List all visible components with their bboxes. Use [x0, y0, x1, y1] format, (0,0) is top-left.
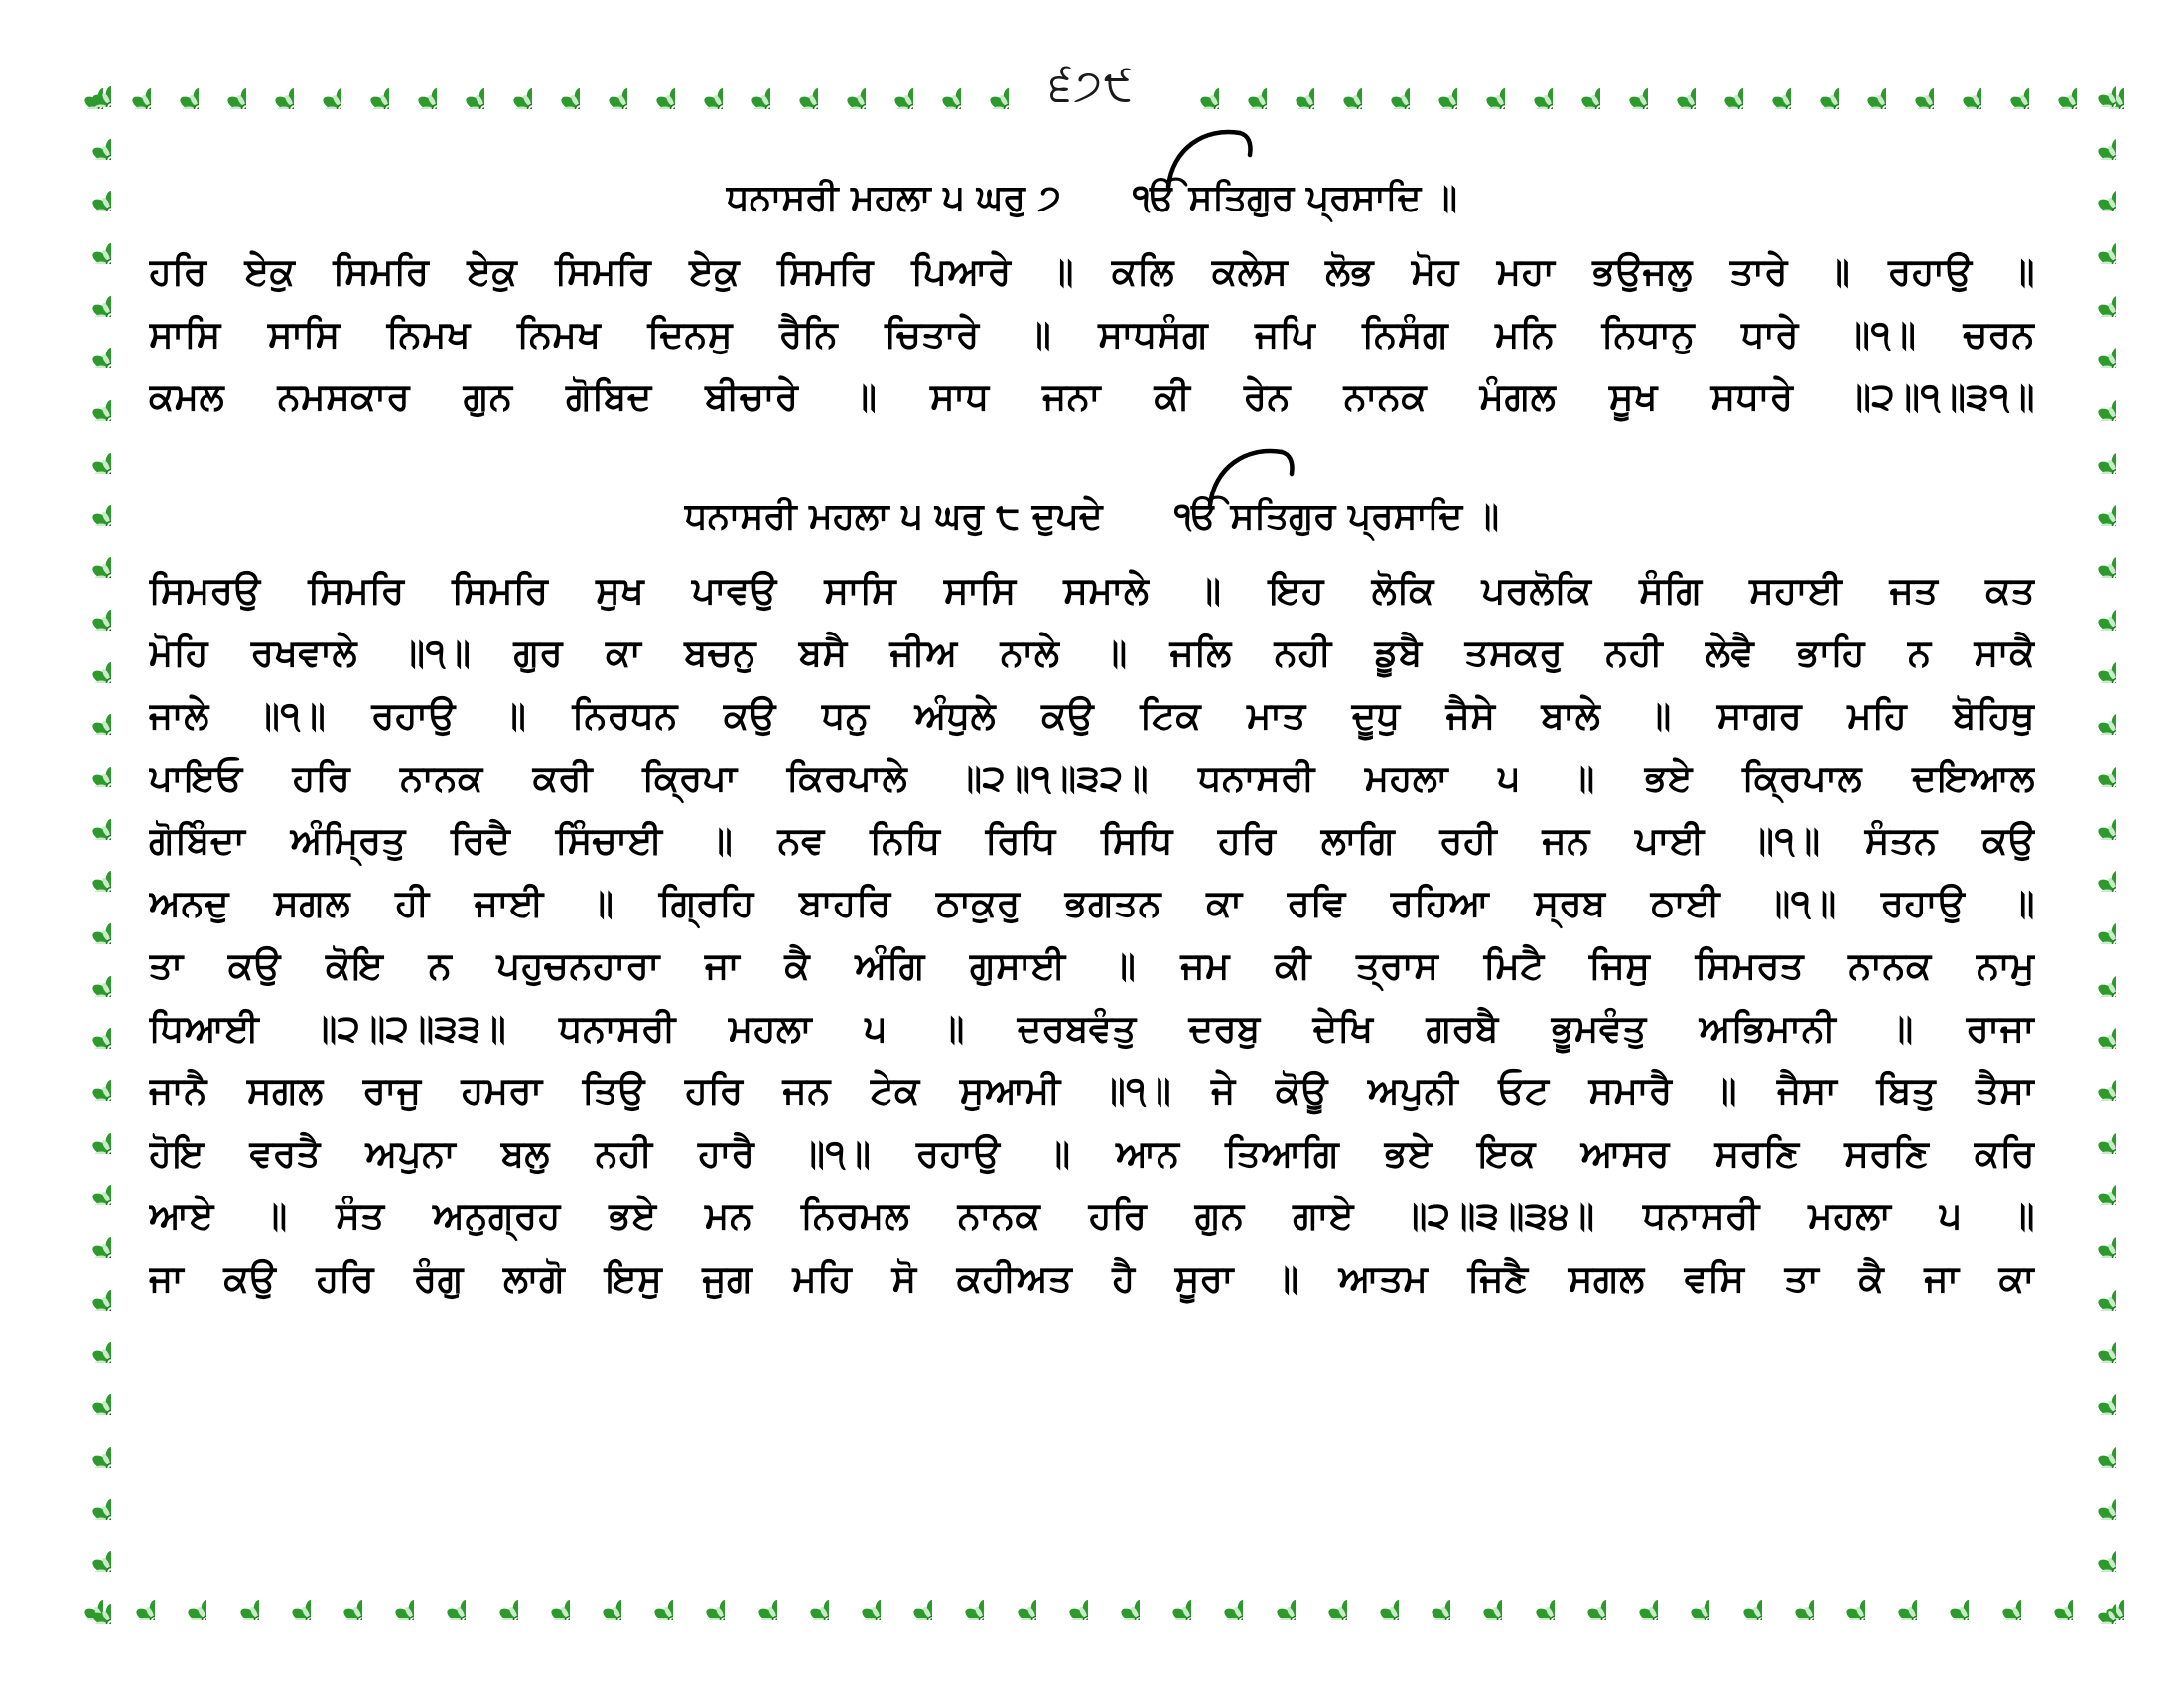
- flower-ornament-icon: [2073, 1477, 2116, 1520]
- flower-ornament-icon: [68, 1371, 111, 1415]
- flower-ornament-icon: [68, 1320, 111, 1363]
- flower-ornament-icon: [68, 1214, 111, 1258]
- flower-ornament-icon: [1557, 66, 1600, 109]
- flower-ornament-icon: [215, 1577, 259, 1620]
- flower-ornament-icon: [1458, 1577, 1502, 1620]
- raag-heading: ਧਨਾਸਰੀ ਮਹਲਾ ੫ ਘਰੁ ੭: [726, 178, 1061, 218]
- flower-ornament-icon: [2073, 64, 2116, 107]
- scripture-text-block: [149, 169, 2035, 1310]
- flower-ornament-icon: [1978, 1577, 2021, 1620]
- verse-line: ਸਾਸਿ ਸਾਸਿ ਨਿਮਖ ਨਿਮਖ ਦਿਨਸੁ ਰੈਨਿ ਚਿਤਾਰੇ ॥ ਸਾਧਸੰਗ ਜਪਿ ਨਿਸੰਗ ਮਨਿ ਨਿਧਾਨੁ ਧਾਰੇ ॥੧॥ ਚਰਨ: [149, 313, 2035, 355]
- flower-ornament-icon: [1843, 66, 1886, 109]
- flower-ornament-icon: [917, 66, 961, 109]
- flower-ornament-icon: [2073, 1162, 2116, 1205]
- flower-ornament-icon: [68, 430, 111, 474]
- flower-ornament-icon: [68, 483, 111, 526]
- flower-ornament-icon: [155, 66, 199, 109]
- flower-ornament-icon: [2073, 1320, 2116, 1363]
- flower-ornament-icon: [679, 66, 723, 109]
- flower-ornament-icon: [1747, 66, 1791, 109]
- flower-ornament-icon: [1271, 66, 1314, 109]
- flower-ornament-icon: [203, 66, 246, 109]
- flower-ornament-icon: [68, 377, 111, 421]
- flower-ornament-icon: [267, 1577, 311, 1620]
- flower-ornament-icon: [475, 1577, 518, 1620]
- verse-line: ਅਨਦੁ ਸਗਲ ਹੀ ਜਾਈ ॥ ਗ੍ਰਿਹਿ ਬਾਹਰਿ ਠਾਕੁਰੁ ਭਗਤਨ ਕਾ ਰਵਿ ਰਹਿਆ ਸ੍ਰਬ ਠਾਈ ॥੧॥ ਰਹਾਉ ॥: [149, 882, 2035, 924]
- flower-ornament-icon: [578, 1577, 621, 1620]
- flower-ornament-icon: [536, 66, 580, 109]
- page-number: ੬੭੯: [1049, 61, 1135, 111]
- flower-ornament-icon: [68, 1528, 111, 1572]
- verse-line: ਮੋਹਿ ਰਖਵਾਲੇ ॥੧॥ ਗੁਰ ਕਾ ਬਚਨੁ ਬਸੈ ਜੀਅ ਨਾਲੇ ॥ ਜਲਿ ਨਹੀ ਡੂਬੈ ਤਸਕਰੁ ਨਹੀ ਲੇਵੈ ਭਾਹਿ ਨ ਸਾਕੈ: [149, 632, 2035, 674]
- flower-ornament-icon: [2073, 220, 2116, 264]
- flower-ornament-icon: [1355, 1577, 1399, 1620]
- verse-line: ਜਾਲੇ ॥੧॥ ਰਹਾਉ ॥ ਨਿਰਧਨ ਕਉ ਧਨੁ ਅੰਧੁਲੇ ਕਉ ਟਿਕ ਮਾਤ ਦੂਧੁ ਜੈਸੇ ਬਾਲੇ ॥ ਸਾਗਰ ਮਹਿ ਬੋਹਿਥੁ: [149, 694, 2035, 737]
- flower-ornament-icon: [68, 325, 111, 368]
- flower-ornament-icon: [785, 1577, 829, 1620]
- verse-line: ਜਾਨੈ ਸਗਲ ਰਾਜੁ ਹਮਰਾ ਤਿਉ ਹਰਿ ਜਨ ਟੇਕ ਸੁਆਮੀ ॥੧॥ ਜੇ ਕੋਊ ਅਪੁਨੀ ਓਟ ਸਮਾਰੈ ॥ ਜੈਸਾ ਬਿਤੁ ਤੈਸਾ: [149, 1069, 2035, 1112]
- flower-ornament-icon: [2073, 1528, 2116, 1572]
- flower-ornament-icon: [393, 66, 437, 109]
- flower-ornament-icon: [422, 1577, 466, 1620]
- verse-line: ਜਾ ਕਉ ਹਰਿ ਰੰਗੁ ਲਾਗੋ ਇਸੁ ਜੁਗ ਮਹਿ ਸੋ ਕਹੀਅਤ ਹੈ ਸੂਰਾ ॥ ਆਤਮ ਜਿਣੈ ਸਗਲ ਵਸਿ ਤਾ ਕੈ ਜਾ ਕਾ: [149, 1257, 2035, 1300]
- flower-ornament-icon: [584, 66, 627, 109]
- flower-ornament-icon: [1199, 1577, 1243, 1620]
- flower-ornament-icon: [370, 1577, 414, 1620]
- section-heading: [149, 488, 2035, 547]
- flower-ornament-icon: [1652, 66, 1696, 109]
- flower-ornament-icon: [298, 66, 341, 109]
- flower-ornament-icon: [2073, 430, 2116, 474]
- flower-ornament-icon: [1666, 1577, 1709, 1620]
- flower-ornament-icon: [1938, 66, 1981, 109]
- flower-ornament-icon: [488, 66, 532, 109]
- flower-ornament-icon: [1985, 66, 2029, 109]
- flower-ornament-icon: [68, 901, 111, 944]
- flower-ornament-icon: [2073, 1214, 2116, 1258]
- flower-ornament-icon: [1614, 1577, 1658, 1620]
- verse-line: ਤਾ ਕਉ ਕੋਇ ਨ ਪਹੁਚਨਹਾਰਾ ਜਾ ਕੈ ਅੰਗਿ ਗੁਸਾਈ ॥ ਜਮ ਕੀ ਤ੍ਰਾਸ ਮਿਟੈ ਜਿਸੁ ਸਿਮਰਤ ਨਾਨਕ ਨਾਮੁ: [149, 944, 2035, 987]
- flower-ornament-icon: [734, 1577, 777, 1620]
- verse-line: ਗੋਬਿੰਦਾ ਅੰਮ੍ਰਿਤੁ ਰਿਦੈ ਸਿੰਚਾਈ ॥ ਨਵ ਨਿਧਿ ਰਿਧਿ ਸਿਧਿ ਹਰਿ ਲਾਗਿ ਰਹੀ ਜਨ ਪਾਈ ॥੧॥ ਸੰਤਨ ਕਉ: [149, 819, 2035, 862]
- flower-ornament-icon: [2073, 377, 2116, 421]
- flower-ornament-icon: [1414, 66, 1457, 109]
- flower-ornament-icon: [681, 1577, 725, 1620]
- flower-ornament-icon: [319, 1577, 362, 1620]
- flower-ornament-icon: [2073, 1057, 2116, 1101]
- flower-ornament-icon: [250, 66, 294, 109]
- flower-ornament-icon: [68, 1581, 111, 1624]
- floral-border-bottom: [60, 1567, 2124, 1630]
- flower-ornament-icon: [68, 273, 111, 317]
- flower-ornament-icon: [163, 1577, 206, 1620]
- flower-ornament-icon: [822, 66, 866, 109]
- verse-line: ਪਾਇਓ ਹਰਿ ਨਾਨਕ ਕਰੀ ਕ੍ਰਿਪਾ ਕਿਰਪਾਲੇ ॥੨॥੧॥੩੨॥ ਧਨਾਸਰੀ ਮਹਲਾ ੫ ॥ ਭਏ ਕ੍ਰਿਪਾਲ ਦਇਆਲ: [149, 757, 2035, 799]
- flower-ornament-icon: [2073, 1005, 2116, 1049]
- flower-ornament-icon: [68, 116, 111, 160]
- flower-ornament-icon: [2073, 483, 2116, 526]
- flower-ornament-icon: [1044, 1577, 1088, 1620]
- flower-ornament-icon: [68, 1057, 111, 1101]
- flower-ornament-icon: [993, 1577, 1036, 1620]
- verse-line: ਧਿਆਈ ॥੨॥੨॥੩੩॥ ਧਨਾਸਰੀ ਮਹਲਾ ੫ ॥ ਦਰਬਵੰਤੁ ਦਰਬੁ ਦੇਖਿ ਗਰਬੈ ਭੂਮਵੰਤੁ ਅਭਿਮਾਨੀ ॥ ਰਾਜਾ: [149, 1007, 2035, 1050]
- flower-ornament-icon: [1096, 1577, 1140, 1620]
- verse-line: ਕਮਲ ਨਮਸਕਾਰ ਗੁਨ ਗੋਬਿਦ ਬੀਚਾਰੇ ॥ ਸਾਧ ਜਨਾ ਕੀ ਰੇਨ ਨਾਨਕ ਮੰਗਲ ਸੂਖ ਸਧਾਰੇ ॥੨॥੧॥੩੧॥: [149, 375, 2035, 418]
- flower-ornament-icon: [629, 1577, 673, 1620]
- flower-ornament-icon: [1223, 66, 1267, 109]
- flower-ornament-icon: [68, 1162, 111, 1205]
- flower-ornament-icon: [1318, 66, 1362, 109]
- flower-ornament-icon: [68, 848, 111, 892]
- invocation-text: ੴ ਸਤਿਗੁਰ ਪ੍ਰਸਾਦਿ ॥: [1133, 178, 1458, 218]
- invocation-text: ੴ ਸਤਿਗੁਰ ਪ੍ਰਸਾਦਿ ॥: [1174, 496, 1500, 537]
- flower-ornament-icon: [68, 691, 111, 735]
- flower-ornament-icon: [1461, 66, 1505, 109]
- flower-ornament-icon: [2073, 953, 2116, 997]
- flower-ornament-icon: [1873, 1577, 1917, 1620]
- flower-ornament-icon: [1563, 1577, 1606, 1620]
- flower-ornament-icon: [68, 953, 111, 997]
- flower-ornament-icon: [2073, 587, 2116, 631]
- spacer: [149, 428, 2035, 488]
- flower-ornament-icon: [2073, 168, 2116, 211]
- flower-ornament-icon: [1511, 1577, 1555, 1620]
- flower-ornament-icon: [68, 1477, 111, 1520]
- verse-line: ਸਿਮਰਉ ਸਿਮਰਿ ਸਿਮਰਿ ਸੁਖ ਪਾਵਉ ਸਾਸਿ ਸਾਸਿ ਸਮਾਲੇ ॥ ਇਹ ਲੋਕਿ ਪਰਲੋਕਿ ਸੰਗਿ ਸਹਾਈ ਜਤ ਕਤ: [149, 569, 2035, 612]
- flower-ornament-icon: [1509, 66, 1553, 109]
- flower-ornament-icon: [1407, 1577, 1450, 1620]
- flower-ornament-icon: [68, 168, 111, 211]
- flower-ornament-icon: [2073, 116, 2116, 160]
- flower-ornament-icon: [68, 1424, 111, 1468]
- flower-ornament-icon: [1925, 1577, 1969, 1620]
- flower-ornament-icon: [837, 1577, 881, 1620]
- flower-ornament-icon: [2073, 534, 2116, 578]
- flower-ornament-icon: [68, 1267, 111, 1311]
- section-heading: [149, 169, 2035, 228]
- flower-ornament-icon: [68, 587, 111, 631]
- flower-ornament-icon: [1252, 1577, 1296, 1620]
- flower-ornament-icon: [68, 796, 111, 840]
- flower-ornament-icon: [68, 1005, 111, 1049]
- flower-ornament-icon: [2073, 1371, 2116, 1415]
- flower-ornament-icon: [631, 66, 675, 109]
- flower-ornament-icon: [2073, 691, 2116, 735]
- flower-ornament-icon: [1718, 1577, 1762, 1620]
- flower-ornament-icon: [2073, 639, 2116, 683]
- spacer: [149, 228, 2035, 240]
- flower-ornament-icon: [68, 744, 111, 787]
- flower-ornament-icon: [2073, 325, 2116, 368]
- verse-line: ਆਏ ॥ ਸੰਤ ਅਨੁਗ੍ਰਹ ਭਏ ਮਨ ਨਿਰਮਲ ਨਾਨਕ ਹਰਿ ਗੁਨ ਗਾਏ ॥੨॥੩॥੩੪॥ ਧਨਾਸਰੀ ਮਹਲਾ ੫ ॥: [149, 1195, 2035, 1237]
- flower-ornament-icon: [1890, 66, 1934, 109]
- flower-ornament-icon: [727, 66, 770, 109]
- spacer: [149, 547, 2035, 559]
- flower-ornament-icon: [2073, 1581, 2116, 1624]
- flower-ornament-icon: [940, 1577, 984, 1620]
- flower-ornament-icon: [774, 66, 818, 109]
- flower-ornament-icon: [68, 220, 111, 264]
- flower-ornament-icon: [2073, 744, 2116, 787]
- flower-ornament-icon: [1604, 66, 1648, 109]
- flower-ornament-icon: [2073, 901, 2116, 944]
- mool-invocation: [1133, 169, 1457, 228]
- flower-ornament-icon: [2073, 796, 2116, 840]
- flower-ornament-icon: [1822, 1577, 1865, 1620]
- flower-ornament-icon: [1148, 1577, 1191, 1620]
- flower-ornament-icon: [441, 66, 484, 109]
- verse-line: ਹਰਿ ਏਕੁ ਸਿਮਰਿ ਏਕੁ ਸਿਮਰਿ ਏਕੁ ਸਿਮਰਿ ਪਿਆਰੇ ॥ ਕਲਿ ਕਲੇਸ ਲੋਭ ਮੋਹ ਮਹਾ ਭਉਜਲੁ ਤਾਰੇ ॥ ਰਹਾਉ ॥: [149, 250, 2035, 293]
- flower-ornament-icon: [68, 534, 111, 578]
- flower-ornament-icon: [2073, 1267, 2116, 1311]
- verse-line: ਹੋਇ ਵਰਤੈ ਅਪੁਨਾ ਬਲੁ ਨਹੀ ਹਾਰੈ ॥੧॥ ਰਹਾਉ ॥ ਆਨ ਤਿਆਗਿ ਭਏ ਇਕ ਆਸਰ ਸਰਣਿ ਸਰਣਿ ਕਰਿ: [149, 1132, 2035, 1175]
- flower-ornament-icon: [345, 66, 389, 109]
- flower-ornament-icon: [2073, 273, 2116, 317]
- floral-border-right: [2063, 64, 2126, 1624]
- flower-ornament-icon: [68, 1110, 111, 1154]
- flower-ornament-icon: [2073, 848, 2116, 892]
- flower-ornament-icon: [870, 66, 913, 109]
- flower-ornament-icon: [2073, 1110, 2116, 1154]
- flower-ornament-icon: [68, 64, 111, 107]
- flower-ornament-icon: [1770, 1577, 1814, 1620]
- flower-ornament-icon: [526, 1577, 570, 1620]
- floral-border-left: [58, 64, 121, 1624]
- flower-ornament-icon: [1303, 1577, 1347, 1620]
- flower-ornament-icon: [68, 639, 111, 683]
- flower-ornament-icon: [1795, 66, 1839, 109]
- flower-ornament-icon: [888, 1577, 932, 1620]
- flower-ornament-icon: [1366, 66, 1410, 109]
- raag-heading: ਧਨਾਸਰੀ ਮਹਲਾ ੫ ਘਰੁ ੮ ਦੁਪਦੇ: [684, 496, 1103, 537]
- flower-ornament-icon: [1700, 66, 1743, 109]
- flower-ornament-icon: [2073, 1424, 2116, 1468]
- mool-invocation: [1174, 488, 1499, 547]
